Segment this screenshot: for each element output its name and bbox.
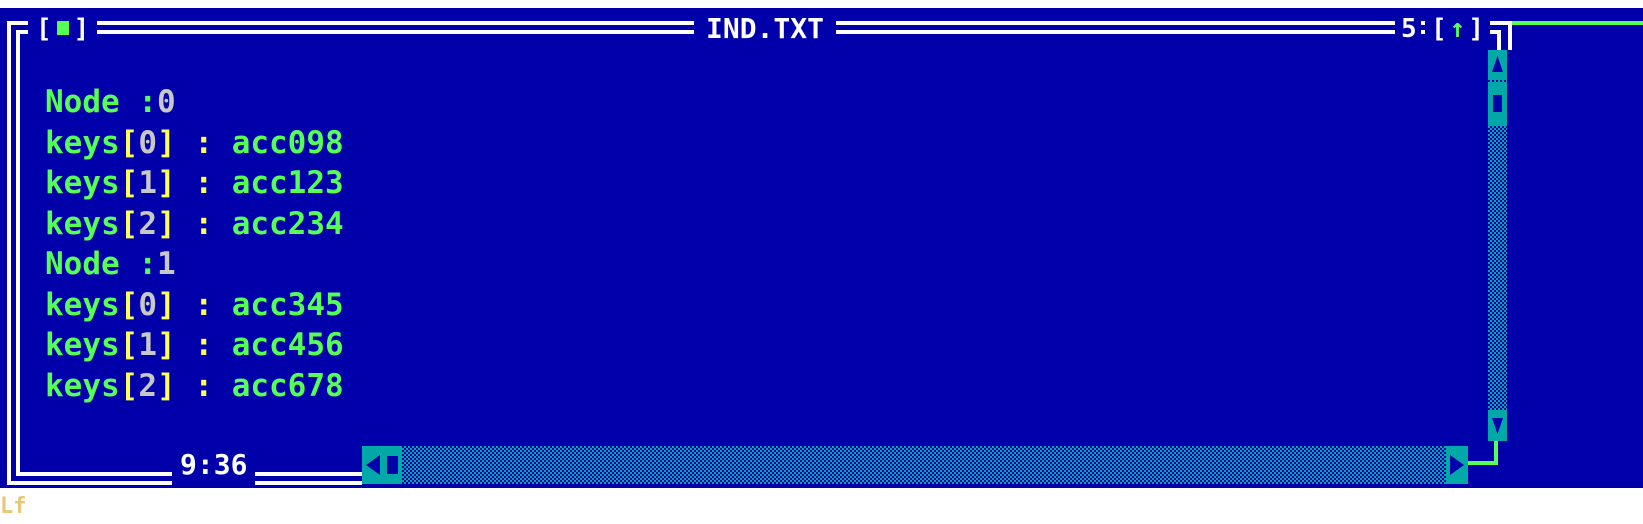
key-index: 2	[138, 367, 157, 404]
separator: :	[138, 246, 157, 282]
separator: :	[194, 367, 214, 404]
vertical-scrollbar[interactable]	[1488, 50, 1507, 441]
key-line: keys[2] : acc678	[45, 367, 344, 404]
key-value: acc234	[231, 205, 344, 242]
key-value: acc345	[231, 286, 344, 323]
close-button[interactable]: [ ]	[28, 10, 97, 48]
zoom-button[interactable]: [ ↑ ]	[1425, 10, 1490, 48]
key-line: keys[2] : acc234	[45, 205, 344, 242]
separator: :	[194, 165, 214, 201]
separator: :	[194, 124, 214, 161]
key-line: keys[1] : acc456	[45, 327, 344, 363]
keys-label: keys	[45, 367, 120, 404]
key-index: 0	[138, 286, 157, 323]
separator: :	[194, 286, 214, 323]
node-label: Node	[45, 246, 120, 282]
key-index: 2	[138, 205, 157, 242]
node-index: 0	[157, 84, 176, 120]
key-value: acc678	[231, 367, 344, 404]
cursor-position-indicator: 9:36	[172, 445, 255, 485]
key-line: keys[0] : acc098	[45, 124, 344, 161]
window-title: IND.TXT	[694, 8, 836, 50]
key-index: 1	[138, 327, 157, 363]
keys-label: keys	[45, 165, 120, 201]
screen-below	[0, 488, 1643, 524]
node-line	[45, 82, 344, 123]
frame-right-extension	[1512, 21, 1643, 25]
node-index: 1	[157, 246, 176, 282]
node-line	[45, 244, 344, 285]
key-line: keys[1] : acc123	[45, 165, 344, 201]
key-value: acc098	[231, 124, 344, 161]
separator: :	[138, 84, 157, 120]
separator: :	[194, 327, 214, 363]
key-index: 0	[138, 124, 157, 161]
key-value: acc456	[231, 327, 344, 363]
close-square-icon	[57, 21, 69, 35]
node-label: Node	[45, 84, 120, 120]
keys-label: keys	[45, 124, 120, 161]
window-number: 5	[1395, 10, 1421, 48]
key-line: keys[0] : acc345	[45, 286, 344, 323]
editor-text-area[interactable]	[45, 82, 344, 406]
zoom-arrow-icon: ↑	[1449, 14, 1466, 44]
separator: :	[194, 205, 214, 242]
key-index: 1	[138, 165, 157, 201]
keys-label: keys	[45, 205, 120, 242]
keys-label: keys	[45, 327, 120, 363]
keys-label: keys	[45, 286, 120, 323]
status-line: Lf	[0, 494, 27, 519]
key-value: acc123	[231, 165, 344, 201]
horizontal-scrollbar[interactable]	[362, 446, 1468, 484]
